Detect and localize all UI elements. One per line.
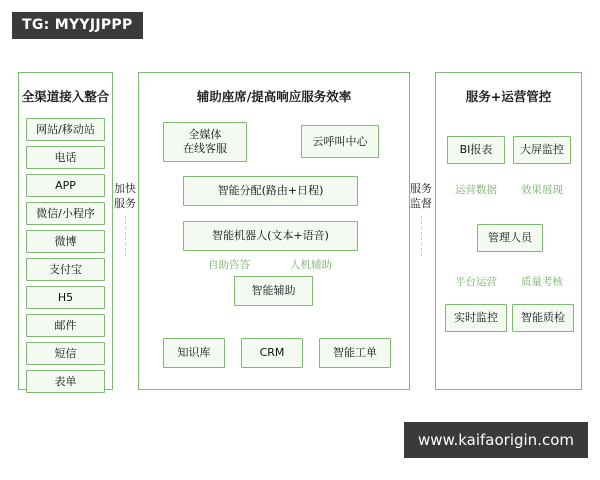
connector-label-right-line2: 监督 [410,196,432,210]
mid-chip-omnimedia-line1: 全媒体 [188,128,222,142]
mid-chip-omnimedia-online-service[interactable] [163,122,247,162]
watermark-badge: www.kaifaorigin.com [404,422,588,458]
connector-label-right-line1: 服务 [410,182,432,195]
channel-chip-form[interactable]: 表单 [26,370,105,393]
channel-chip-alipay[interactable]: 支付宝 [26,258,105,281]
right-chip-smart-quality-check[interactable]: 智能质检 [512,304,574,332]
connector-label-left-line2: 服务 [114,196,136,210]
channel-chip-phone[interactable]: 电话 [26,146,105,169]
right-sublabel-quality-assessment: 质量考核 [521,276,563,288]
channel-chip-app[interactable]: APP [26,174,105,197]
channel-chip-weibo[interactable]: 微博 [26,230,105,253]
mid-chip-intelligent-robot[interactable]: 智能机器人(文本+语音) [183,221,358,251]
mid-chip-intelligent-assist[interactable]: 智能辅助 [234,276,313,306]
connector-label-left-line1: 加快 [114,182,136,195]
right-sublabel-operation-data: 运营数据 [455,184,497,196]
channel-chip-h5[interactable]: H5 [26,286,105,309]
mid-chip-cloud-call-center[interactable]: 云呼叫中心 [301,125,379,158]
right-sublabel-platform-operation: 平台运营 [455,276,497,288]
mid-chip-smart-work-order[interactable]: 智能工单 [319,338,391,368]
mid-chip-crm[interactable]: CRM [241,338,303,368]
connector-label-right [408,182,434,212]
connector-dotted-line-right [421,216,422,256]
mid-sublabel-human-assist: 人机辅助 [290,259,332,271]
channel-chip-sms[interactable]: 短信 [26,342,105,365]
right-sublabel-effect-display: 效果展现 [521,184,563,196]
connector-label-left [113,182,137,212]
right-chip-bi-report[interactable]: BI报表 [447,136,505,164]
mid-chip-omnimedia-line2: 在线客服 [183,142,227,155]
panel-agent-assist-title: 辅助座席/提高响应服务效率 [196,89,352,104]
right-chip-large-screen-monitor[interactable]: 大屏监控 [513,136,571,164]
channel-chip-wechat[interactable]: 微信/小程序 [26,202,105,225]
right-chip-realtime-monitor[interactable]: 实时监控 [445,304,507,332]
mid-sublabel-self-service: 自助咨答 [208,259,250,271]
panel-service-ops-title: 服务+运营管控 [465,89,552,104]
mid-chip-knowledge-base[interactable]: 知识库 [163,338,225,368]
channel-chip-email[interactable]: 邮件 [26,314,105,337]
right-chip-management-staff[interactable]: 管理人员 [477,224,543,252]
channel-chip-website[interactable]: 网站/移动站 [26,118,105,141]
tg-tag-badge: TG: MYYJJPPP [12,12,143,39]
mid-chip-intelligent-routing[interactable]: 智能分配(路由+日程) [183,176,358,206]
connector-dotted-line-left [125,216,126,256]
panel-omnichannel-title: 全渠道接入整合 [21,89,110,104]
